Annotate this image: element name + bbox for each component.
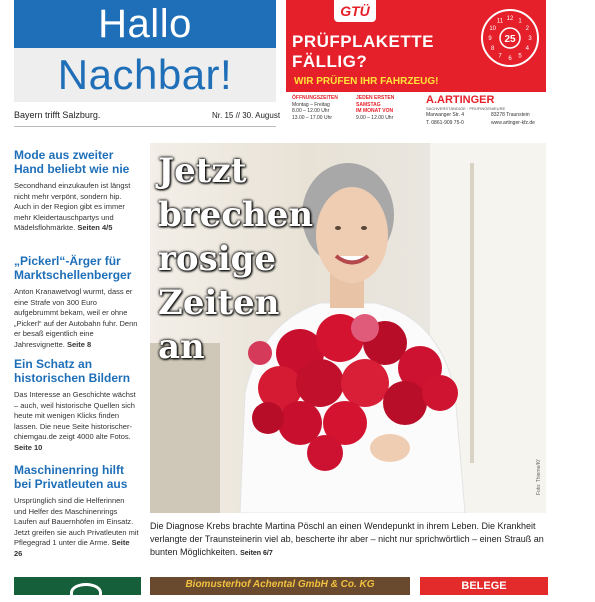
ad-opening-line: 13.00 – 17.00 Uhr <box>292 114 333 121</box>
teaser-text: Anton Kranawetvogl wurmt, dass er eine Strafe von 300 Euro aufgebrummt bekam, weil er ohne „Pickerl“ auf der Autobahn fuhr. Denn er besaß eigentlich eine Jahresvignette. <box>14 287 138 349</box>
sticker-month-number: 1 <box>518 18 522 25</box>
sticker-month-number: 12 <box>506 16 514 22</box>
ad-opening-title: ÖFFNUNGSZEITEN <box>292 95 338 101</box>
teaser-text: Secondhand einzukaufen ist längst nicht mehr verpönt, sondern hip. Auch in der Region gibt es immer mehr Kleidertauschpartys und Mädelsflohmärkte. <box>14 181 131 232</box>
teaser-page-ref: Seite 26 <box>14 538 130 558</box>
ad-info-panel <box>286 92 546 130</box>
masthead-title-line2: Nachbar! <box>14 48 276 102</box>
hero-caption-text: Die Diagnose Krebs brachte Martina Pöschl an einen Wendepunkt in ihrem Leben. Die Krankheit verlangte der Traunsteinerin viel ab, bescherte ihr aber – nicht nur sprichwörtlich – einen Strauß an bunten Möglichkeiten. <box>150 521 544 557</box>
hero-headline-line: brechen <box>158 195 314 235</box>
ad-website-link[interactable]: www.artinger-kfz.de <box>491 120 535 126</box>
teaser-secondhand[interactable] <box>14 148 139 234</box>
sticker-month-number: 3 <box>528 36 532 42</box>
teaser-pickerl[interactable] <box>14 254 139 350</box>
teaser-headline: Mode aus zweiter Hand beliebt wie nie <box>14 148 130 176</box>
sticker-month-number: 4 <box>525 46 529 52</box>
teaser-body <box>14 181 139 234</box>
teaser-historische-bilder[interactable] <box>14 357 139 453</box>
ad-saturday-hours <box>356 95 394 121</box>
ad-saturday-line: IM MONAT VON <box>356 108 394 114</box>
teaser-page-ref: Seite 8 <box>66 339 92 349</box>
teaser-headline: „Pickerl“-Ärger für Marktschellenberger <box>14 254 132 282</box>
masthead-tagline: Bayern trifft Salzburg. <box>14 110 101 120</box>
sticker-month-number: 7 <box>498 53 502 60</box>
hero-caption <box>150 520 550 560</box>
teaser-body <box>14 496 139 559</box>
ad-address: Marwanger Str. 4 <box>426 112 465 118</box>
ad-opening-line: 8.00 – 12.00 Uhr <box>292 108 330 114</box>
arch-logo-icon <box>70 583 102 602</box>
ad-opening-hours <box>292 95 338 121</box>
hero-photo[interactable] <box>150 143 546 513</box>
ad-brand-name: A.ARTINGER <box>426 94 495 106</box>
ad-saturday-line: 9.00 – 12.00 Uhr <box>356 114 394 121</box>
sticker-month-number: 8 <box>491 46 495 52</box>
teaser-text: Ursprünglich sind die Helferinnen und Helfer des Maschinenrings Laufen auf Bauernhöfen im Einsatz. Jetzt greifen sie auch Privatleuten mit Pflegegrad 1 unter die Arme. <box>14 496 139 547</box>
ad-phone: T. 0861-909 75-0 <box>426 120 464 126</box>
hero-caption-page-ref: Seiten 6/7 <box>240 550 273 557</box>
hero-headline-line: Zeiten <box>158 283 280 323</box>
teaser-headline: Maschinenring hilft bei Privatleuten aus <box>14 463 128 491</box>
ad-subline: WIR PRÜFEN IHR FAHRZEUG! <box>294 76 439 87</box>
sticker-month-number: 9 <box>488 36 492 42</box>
teaser-body <box>14 390 139 453</box>
ad-brand-subtitle: SACHVERSTÄNDIGE · PRÜFINGENIEURE <box>426 106 506 111</box>
person-eye <box>335 226 341 230</box>
hero-headline <box>158 149 313 369</box>
teaser-headline: Ein Schatz an historischen Bildern <box>14 357 131 385</box>
person-eye <box>361 226 367 230</box>
ad-headline-line1: PRÜFPLAKETTE <box>292 32 434 51</box>
ad-saturday-line: SAMSTAG <box>356 101 381 108</box>
hero-headline-line: Jetzt <box>158 151 247 191</box>
person-hand <box>370 434 410 462</box>
inspection-sticker-icon <box>480 8 540 68</box>
sticker-center-number: 25 <box>504 34 516 45</box>
bottom-ad-red-text: BELEGE <box>461 580 507 592</box>
bottom-ad-biomusterhof[interactable] <box>150 577 410 595</box>
sticker-month-number: 11 <box>496 18 504 25</box>
sticker-month-number: 2 <box>525 26 529 32</box>
teaser-body <box>14 287 139 350</box>
hero-headline-line: rosige <box>158 239 277 279</box>
ad-headline-line2: FÄLLIG? <box>292 52 368 71</box>
sticker-month-number: 10 <box>489 26 497 32</box>
teaser-page-ref: Seite 10 <box>14 442 43 452</box>
bottom-ad-biomusterhof-text: Biomusterhof Achental GmbH & Co. KG <box>185 579 375 590</box>
bottom-ad-red[interactable] <box>420 577 548 595</box>
masthead-divider <box>14 126 276 127</box>
sticker-month-number: 5 <box>518 53 522 60</box>
ad-opening-line: Montag – Freitag <box>292 101 330 108</box>
issue-number: Nr. 15 // 30. August <box>212 111 281 120</box>
photo-credit: Foto: Thieme/Kf <box>536 459 542 495</box>
teaser-maschinenring[interactable] <box>14 463 139 559</box>
person-face <box>316 187 388 283</box>
gtue-logo: GTÜ <box>334 0 376 22</box>
teaser-page-ref: Seiten 4/5 <box>77 223 113 232</box>
sticker-month-number: 6 <box>508 56 512 62</box>
masthead-title-line1: Hallo <box>14 0 276 48</box>
teaser-text: Das Interesse an Geschichte wächst – auch, weil historische Quellen sich heute mit wenigen Klicks finden lassen. Die neue Seite historischer-chiemgau.de zeigt 4000 alte Fotos. <box>14 390 136 441</box>
hero-headline-line: an <box>158 327 205 367</box>
ad-saturday-title: JEDEN ERSTEN <box>356 95 395 101</box>
ad-city: 83278 Traunstein <box>491 112 530 118</box>
advertisement-pruefplakette[interactable] <box>286 0 546 130</box>
window-frame <box>470 163 474 463</box>
bottom-ad-green[interactable] <box>14 577 141 595</box>
person-smile <box>336 256 368 263</box>
